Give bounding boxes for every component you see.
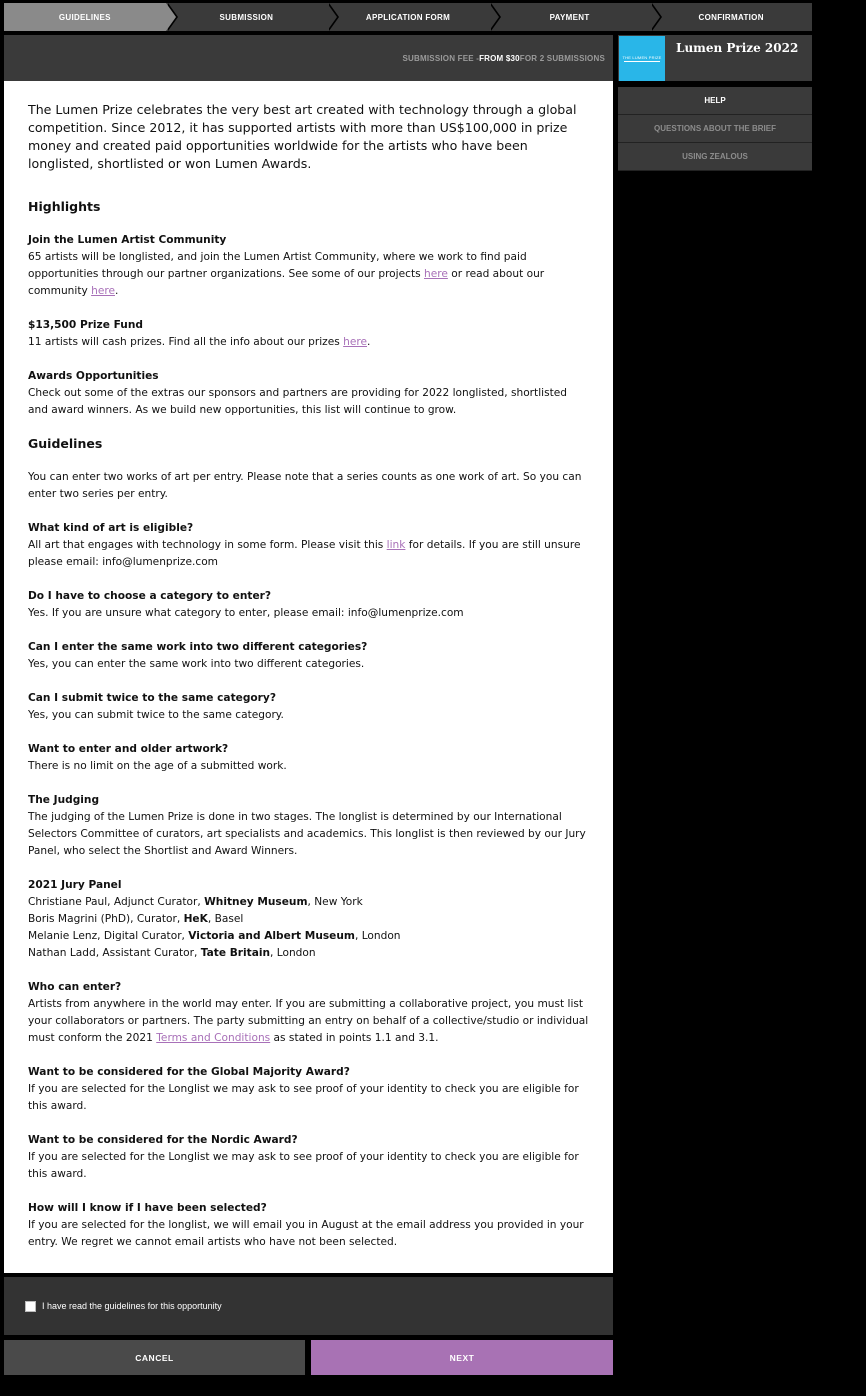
same-work-section [28, 639, 589, 673]
help-panel [618, 87, 812, 171]
jury-section [28, 877, 589, 962]
terms-link[interactable]: Terms and Conditions [156, 1032, 271, 1044]
step-application-form[interactable] [327, 3, 489, 31]
prize-fund-question: $13,500 Prize Fund [28, 319, 143, 331]
jury-member: Christiane Paul, Adjunct Curator, Whitney Museum, New York [28, 896, 363, 908]
jury-member: Boris Magrini (PhD), Curator, HeK, Basel [28, 913, 244, 925]
eligible-section [28, 520, 589, 571]
same-work-question: Can I enter the same work into two different categories? [28, 641, 368, 653]
fee-amount: FROM $30 [479, 53, 520, 63]
opportunity-brand [618, 35, 812, 81]
older-artwork-section [28, 741, 589, 775]
progress-steps [4, 3, 812, 31]
selected-section [28, 1200, 589, 1251]
awards-question: Awards Opportunities [28, 370, 159, 382]
lumen-prize-logo: THE LUMEN PRIZE [619, 36, 665, 81]
eligible-question: What kind of art is eligible? [28, 522, 194, 534]
nordic-section [28, 1132, 589, 1183]
step-label: SUBMISSION [219, 12, 274, 22]
judging-answer: The judging of the Lumen Prize is done in two stages. The longlist is determined by our International Selectors Committee of curators, art specialists and academics. This longlist is then reviewed by our Jury Panel, who select the Shortlist and Award Winners. [28, 811, 586, 857]
older-artwork-question: Want to enter and older artwork? [28, 743, 229, 755]
category-answer: Yes. If you are unsure what category to enter, please email: info@lumenprize.com [28, 607, 464, 619]
category-section [28, 588, 589, 622]
nordic-answer: If you are selected for the Longlist we may ask to see proof of your identity to check you are eligible for this award. [28, 1151, 579, 1180]
community-question: Join the Lumen Artist Community [28, 234, 227, 246]
community-section [28, 232, 589, 300]
jury-member: Nathan Ladd, Assistant Curator, Tate Britain, London [28, 947, 316, 959]
step-label: APPLICATION FORM [365, 12, 451, 22]
agree-label[interactable]: I have read the guidelines for this opportunity [42, 1301, 222, 1311]
judging-section [28, 792, 589, 860]
prize-fund-section [28, 317, 589, 351]
help-item-questions[interactable]: QUESTIONS ABOUT THE BRIEF [618, 115, 812, 143]
submit-twice-answer: Yes, you can submit twice to the same category. [28, 709, 284, 721]
step-confirmation[interactable] [650, 3, 812, 31]
agree-checkbox[interactable] [25, 1301, 36, 1312]
same-work-answer: Yes, you can enter the same work into two different categories. [28, 658, 365, 670]
highlights-heading: Highlights [28, 199, 101, 214]
who-can-enter-answer: Artists from anywhere in the world may enter. If you are submitting a collaborative project, you must list your collaborators or partners. The party submitting an entry on behalf of a collective/studio or individual must conform the 2021 Terms and Conditions as stated in points 1.1 and 3.1. [28, 998, 589, 1044]
global-majority-question: Want to be considered for the Global Majority Award? [28, 1066, 350, 1078]
projects-link[interactable]: here [424, 268, 448, 280]
submit-twice-section [28, 690, 589, 724]
who-can-enter-question: Who can enter? [28, 981, 122, 993]
opportunity-title: Lumen Prize 2022 [676, 41, 799, 55]
prizes-link[interactable]: here [343, 336, 368, 348]
who-can-enter-section [28, 979, 589, 1047]
global-majority-answer: If you are selected for the Longlist we may ask to see proof of your identity to check you are eligible for this award. [28, 1083, 579, 1112]
community-link[interactable]: here [91, 285, 115, 297]
help-item-using-zealous[interactable]: USING ZEALOUS [618, 143, 812, 171]
awards-section [28, 368, 589, 419]
submission-fee-bar [4, 35, 613, 81]
selected-answer: If you are selected for the longlist, we will email you in August at the email address you provided in your entry. We regret we cannot email artists who have not been selected. [28, 1219, 584, 1248]
guidelines-lead: You can enter two works of art per entry. Please note that a series counts as one work of art. So you can enter two series per entry. [28, 471, 582, 500]
step-label: CONFIRMATION [698, 12, 764, 22]
cancel-button[interactable]: CANCEL [4, 1340, 305, 1375]
category-question: Do I have to choose a category to enter? [28, 590, 272, 602]
awards-answer: Check out some of the extras our sponsors and partners are providing for 2022 longlisted, shortlisted and award winners. As we build new opportunities, this list will continue to grow. [28, 387, 567, 416]
fee-suffix: FOR 2 SUBMISSIONS [519, 53, 605, 63]
global-majority-section [28, 1064, 589, 1115]
prize-fund-answer: 11 artists will cash prizes. Find all the info about our prizes here. [28, 336, 371, 348]
nordic-question: Want to be considered for the Nordic Award? [28, 1134, 298, 1146]
step-label: PAYMENT [549, 12, 590, 22]
step-label: GUIDELINES [58, 12, 111, 22]
guidelines-content [4, 81, 613, 1273]
selected-question: How will I know if I have been selected? [28, 1202, 267, 1214]
step-guidelines[interactable] [4, 3, 166, 31]
eligible-answer: All art that engages with technology in some form. Please visit this link for details. If you are still unsure please email: info@lumenprize.com [28, 539, 581, 568]
fee-prefix: SUBMISSION FEE - [402, 53, 480, 63]
older-artwork-answer: There is no limit on the age of a submitted work. [28, 760, 287, 772]
next-button[interactable]: NEXT [311, 1340, 613, 1375]
agree-bar [4, 1277, 613, 1335]
jury-member: Melanie Lenz, Digital Curator, Victoria and Albert Museum, London [28, 930, 401, 942]
jury-heading: 2021 Jury Panel [28, 879, 122, 891]
step-payment[interactable] [489, 3, 651, 31]
step-submission[interactable] [166, 3, 328, 31]
community-answer: 65 artists will be longlisted, and join the Lumen Artist Community, where we work to find paid opportunities through our partner organizations. See some of our projects here or read about our community here. [28, 251, 545, 297]
judging-question: The Judging [28, 794, 100, 806]
details-link[interactable]: link [386, 539, 406, 551]
guidelines-heading: Guidelines [28, 436, 103, 451]
help-heading: HELP [618, 87, 812, 115]
intro-text: The Lumen Prize celebrates the very best art created with technology through a global competition. Since 2012, it has supported artists with more than US$100,000 in prize money and created paid opportunities worldwide for the artists who have been longlisted, shortlisted or won Lumen Awards. [28, 102, 577, 171]
submit-twice-question: Can I submit twice to the same category? [28, 692, 276, 704]
